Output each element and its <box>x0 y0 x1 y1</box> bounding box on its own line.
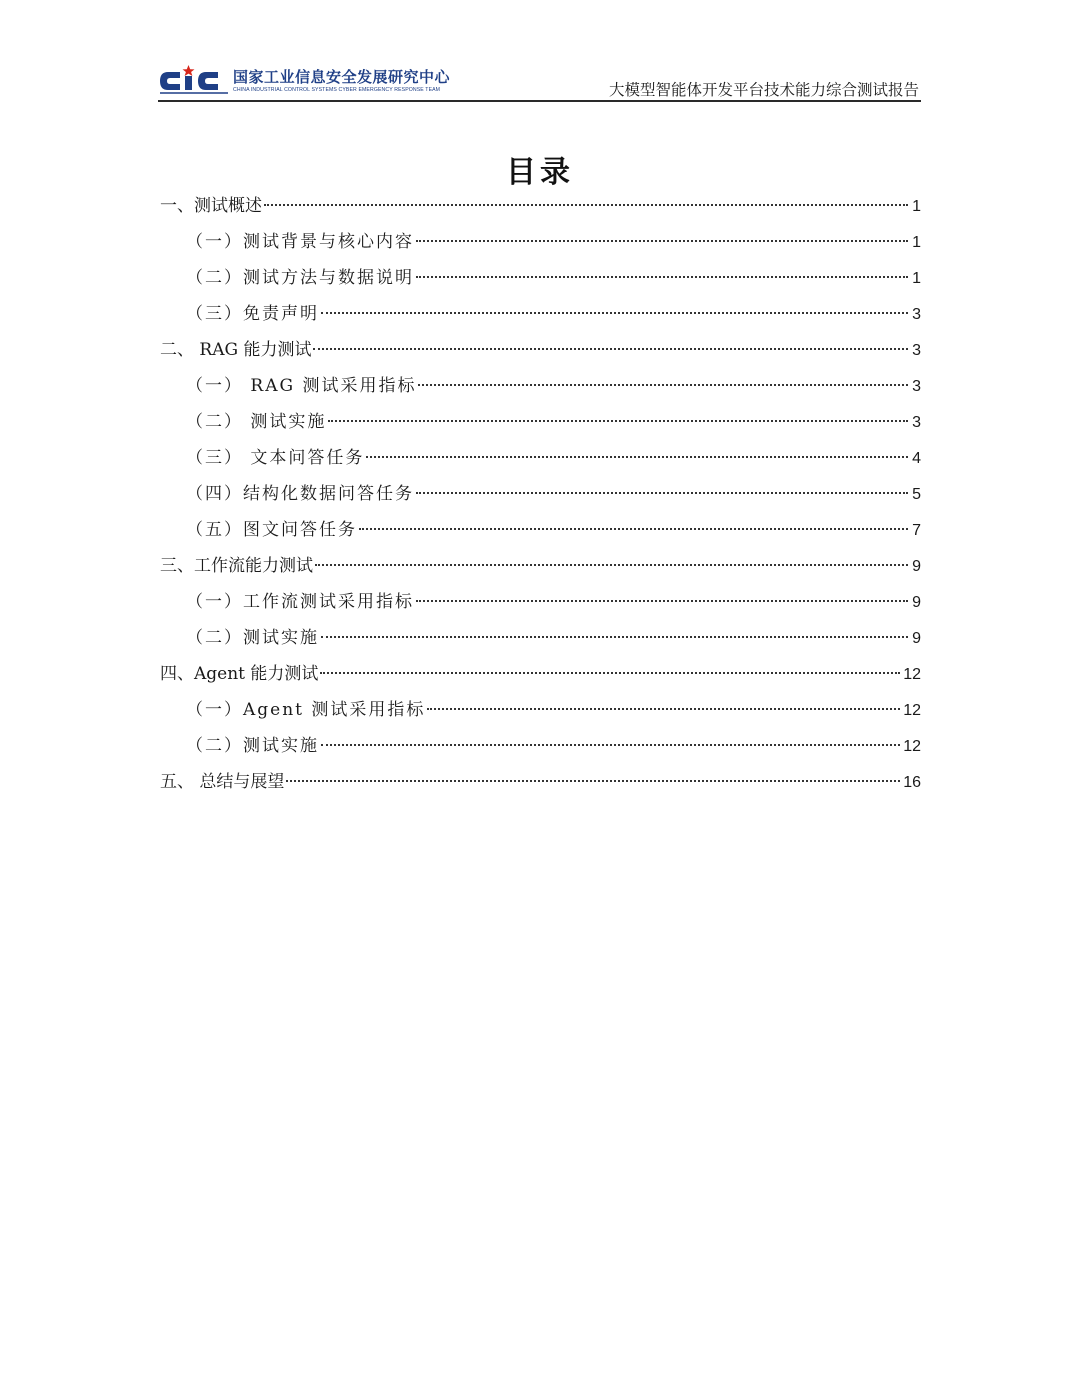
toc-entry-label: （一）工作流测试采用指标 <box>186 592 414 612</box>
toc-dot-leader <box>418 384 908 386</box>
toc-dot-leader <box>320 672 900 674</box>
toc-section-entry[interactable] <box>160 368 921 404</box>
toc-dot-leader <box>286 780 900 782</box>
page-header <box>158 58 921 102</box>
toc-entry-label: （一）Agent 测试采用指标 <box>186 700 426 720</box>
toc-dot-leader <box>315 564 908 566</box>
toc-page-number: 1 <box>912 234 921 251</box>
toc-entry-label: （三） 文本问答任务 <box>186 448 365 468</box>
toc-dot-leader <box>416 276 908 278</box>
toc-chapter-entry[interactable] <box>160 332 921 368</box>
toc-page-number: 3 <box>912 306 921 323</box>
toc-page-number: 7 <box>912 522 921 539</box>
toc-dot-leader <box>416 240 908 242</box>
toc-page-number: 9 <box>912 594 921 611</box>
toc-page-number: 16 <box>903 774 921 791</box>
toc-page-number: 9 <box>912 630 921 647</box>
toc-entry-label: （三）免责声明 <box>186 304 319 324</box>
toc-entry-label: （二）测试实施 <box>186 628 319 648</box>
toc-entry-label: （二） 测试实施 <box>186 412 327 432</box>
toc-entry-label: （四）结构化数据问答任务 <box>186 484 414 504</box>
toc-section-entry[interactable] <box>160 476 921 512</box>
toc-heading: 目录 <box>506 155 574 190</box>
toc-entry-label: （二）测试实施 <box>186 736 319 756</box>
toc-chapter-entry[interactable] <box>160 548 921 584</box>
toc-dot-leader <box>416 492 908 494</box>
toc-section-entry[interactable] <box>160 224 921 260</box>
toc-entry-label: （五）图文问答任务 <box>186 520 357 540</box>
toc-section-entry[interactable] <box>160 440 921 476</box>
document-title: 大模型智能体开发平台技术能力综合测试报告 <box>608 81 919 99</box>
toc-dot-leader <box>313 348 908 350</box>
toc-page-number: 3 <box>912 378 921 395</box>
toc-entry-label: （一） RAG 测试采用指标 <box>186 376 417 396</box>
toc-dot-leader <box>321 636 908 638</box>
toc-dot-leader <box>427 708 900 710</box>
toc-section-entry[interactable] <box>160 296 921 332</box>
toc-entry-label: （二）测试方法与数据说明 <box>186 268 414 288</box>
toc-page-number: 4 <box>912 450 921 467</box>
toc-section-entry[interactable] <box>160 260 921 296</box>
toc-page-number: 5 <box>912 486 921 503</box>
toc-section-entry[interactable] <box>160 512 921 548</box>
toc-dot-leader <box>328 420 908 422</box>
org-name-en: CHINA INDUSTRIAL CONTROL SYSTEMS CYBER EMERGENCY RESPONSE TEAM <box>233 87 441 93</box>
table-of-contents <box>160 188 921 800</box>
toc-dot-leader <box>416 600 908 602</box>
toc-chapter-entry[interactable] <box>160 764 921 800</box>
toc-dot-leader <box>264 204 908 206</box>
toc-page-number: 3 <box>912 342 921 359</box>
toc-page-number: 1 <box>912 198 921 215</box>
toc-page-number: 1 <box>912 270 921 287</box>
toc-section-entry[interactable] <box>160 728 921 764</box>
toc-section-entry[interactable] <box>160 404 921 440</box>
toc-page-number: 12 <box>903 666 921 683</box>
toc-dot-leader <box>366 456 908 458</box>
toc-dot-leader <box>359 528 908 530</box>
toc-section-entry[interactable] <box>160 620 921 656</box>
toc-page-number: 3 <box>912 414 921 431</box>
toc-entry-label: 五、 总结与展望 <box>160 772 285 792</box>
cic-logo <box>158 64 230 98</box>
toc-entry-label: 四、Agent 能力测试 <box>160 664 319 684</box>
toc-dot-leader <box>321 312 908 314</box>
toc-page-number: 12 <box>903 702 921 719</box>
toc-entry-label: 三、工作流能力测试 <box>160 556 313 576</box>
toc-dot-leader <box>321 744 900 746</box>
toc-chapter-entry[interactable] <box>160 188 921 224</box>
org-name-cn: 国家工业信息安全发展研究中心 <box>233 68 451 86</box>
toc-page-number: 9 <box>912 558 921 575</box>
toc-entry-label: 二、 RAG 能力测试 <box>160 340 312 360</box>
toc-entry-label: 一、测试概述 <box>160 196 262 216</box>
org-name-block <box>233 68 450 94</box>
toc-chapter-entry[interactable] <box>160 656 921 692</box>
toc-page-number: 12 <box>903 738 921 755</box>
toc-section-entry[interactable] <box>160 692 921 728</box>
toc-entry-label: （一）测试背景与核心内容 <box>186 232 414 252</box>
toc-section-entry[interactable] <box>160 584 921 620</box>
